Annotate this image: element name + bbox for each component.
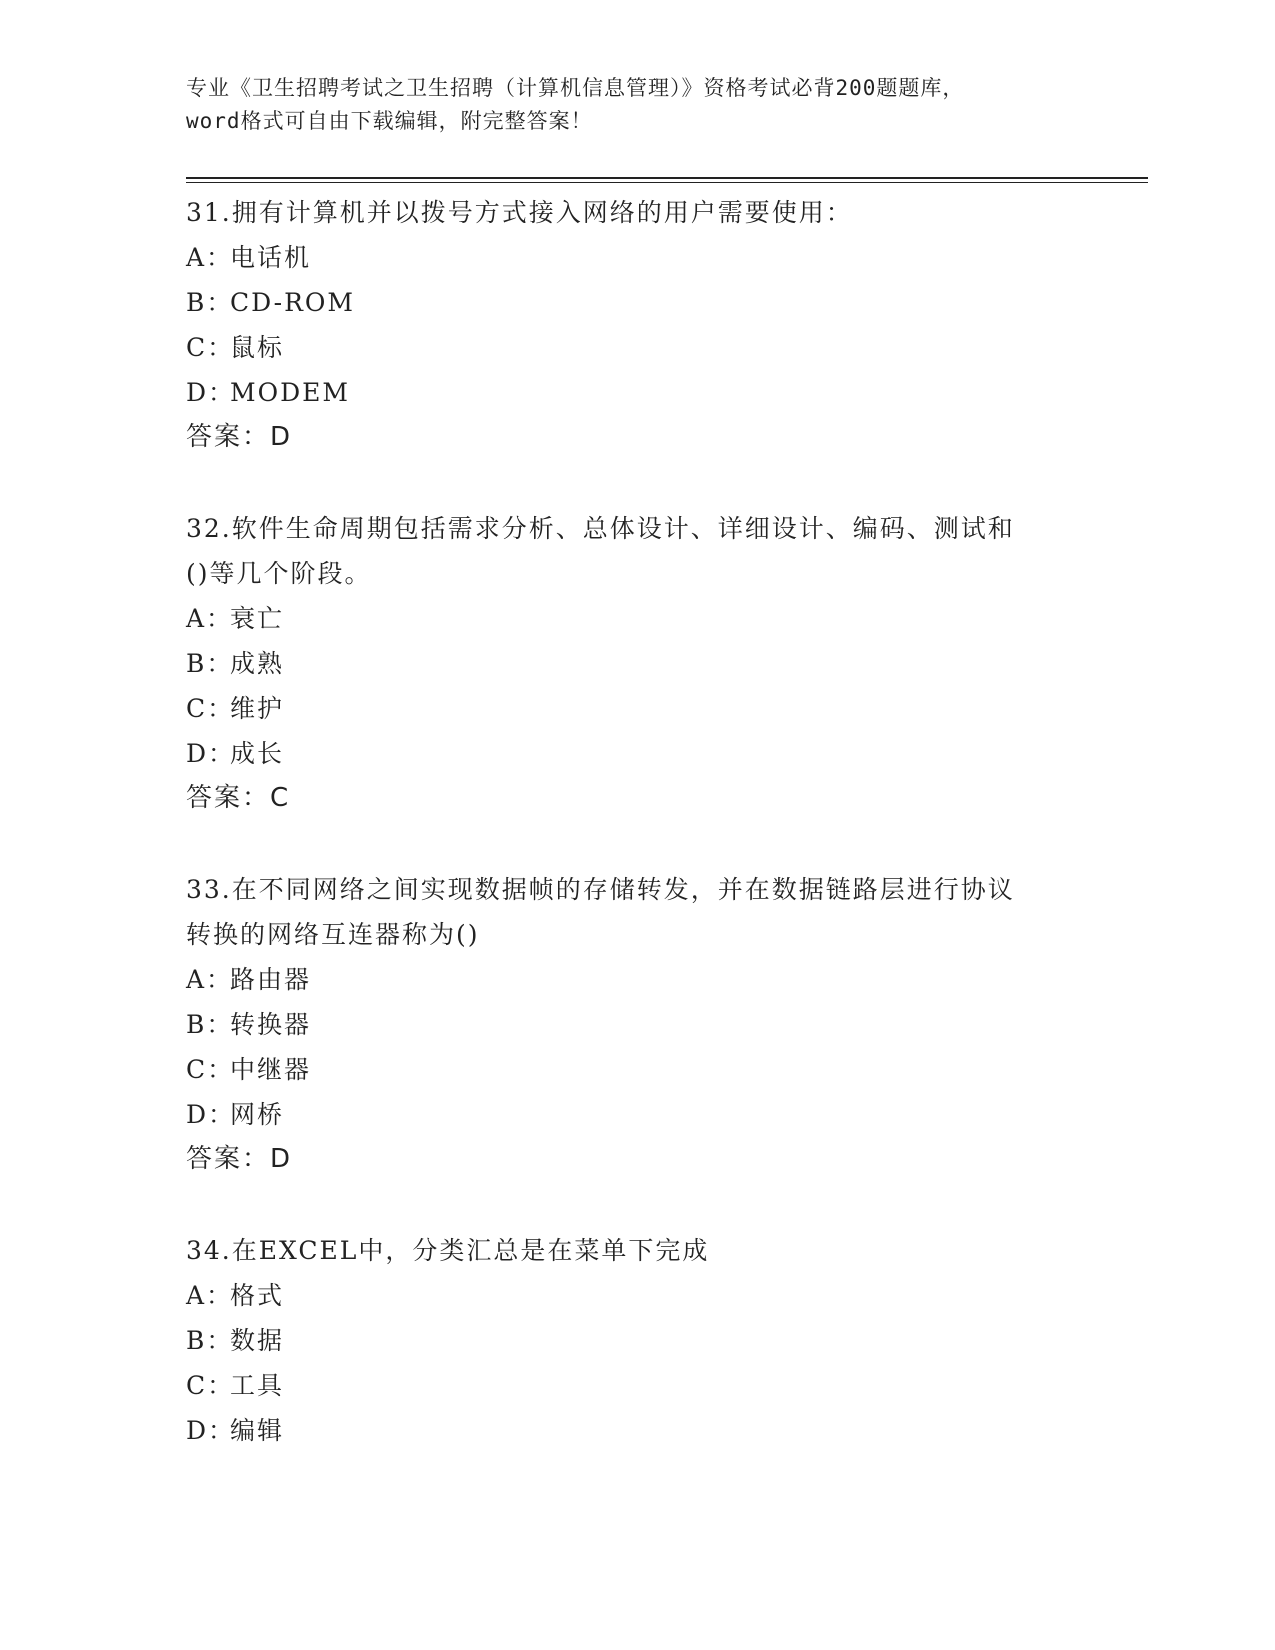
- header-divider-thick: [186, 177, 1148, 179]
- document-header: [186, 72, 1086, 138]
- option-text: 数据: [230, 1326, 285, 1355]
- option-text: MODEM: [230, 378, 350, 407]
- option-text: 成长: [230, 739, 285, 768]
- answer-option: [186, 235, 1086, 280]
- question-stem-line: ()等几个阶段。: [186, 559, 372, 588]
- option-key: D：: [186, 1416, 236, 1445]
- option-text: 维护: [230, 694, 285, 723]
- question-block: [186, 506, 1086, 821]
- answer-option: [186, 280, 1086, 325]
- option-key: B：: [186, 649, 234, 678]
- question-stem-line: 32.软件生命周期包括需求分析、总体设计、详细设计、编码、测试和: [186, 514, 1015, 543]
- option-key: B：: [186, 1010, 234, 1039]
- question-list: [186, 190, 1086, 1499]
- answer-option: [186, 957, 1086, 1002]
- option-key: A：: [186, 243, 234, 272]
- option-key: B：: [186, 1326, 234, 1355]
- option-text: 鼠标: [230, 333, 285, 362]
- option-key: D：: [186, 1100, 236, 1129]
- option-text: 转换器: [230, 1010, 312, 1039]
- question-block: [186, 190, 1086, 460]
- question-stem-line: 31.拥有计算机并以拨号方式接入网络的用户需要使用：: [186, 198, 853, 227]
- answer-option: [186, 370, 1086, 415]
- answer-option: [186, 1273, 1086, 1318]
- answer-option: [186, 641, 1086, 686]
- option-text: 中继器: [230, 1055, 312, 1084]
- answer-option: [186, 731, 1086, 776]
- header-line-1: 专业《卫生招聘考试之卫生招聘（计算机信息管理）》资格考试必背200题题库，: [186, 76, 965, 100]
- option-text: 衰亡: [230, 604, 285, 633]
- option-key: D：: [186, 378, 236, 407]
- option-key: A：: [186, 1281, 234, 1310]
- answer-option: [186, 686, 1086, 731]
- option-key: A：: [186, 604, 234, 633]
- option-key: B：: [186, 288, 234, 317]
- option-text: 网桥: [230, 1100, 285, 1129]
- option-key: C：: [186, 1055, 235, 1084]
- header-divider-thin: [186, 182, 1148, 183]
- header-line-2: word格式可自由下载编辑，附完整答案！: [186, 109, 593, 133]
- answer-option: [186, 325, 1086, 370]
- answer-key: 答案：D: [186, 1144, 293, 1174]
- option-key: C：: [186, 1371, 235, 1400]
- option-text: 成熟: [230, 649, 285, 678]
- answer-option: [186, 1092, 1086, 1137]
- answer-option: [186, 1002, 1086, 1047]
- option-text: CD-ROM: [230, 288, 356, 317]
- option-key: C：: [186, 333, 235, 362]
- option-text: 编辑: [230, 1416, 285, 1445]
- option-text: 工具: [230, 1371, 285, 1400]
- option-text: 路由器: [230, 965, 312, 994]
- option-text: 电话机: [230, 243, 312, 272]
- answer-option: [186, 1363, 1086, 1408]
- option-key: C：: [186, 694, 235, 723]
- answer-option: [186, 1047, 1086, 1092]
- answer-key: 答案：D: [186, 422, 293, 452]
- question-block: [186, 867, 1086, 1182]
- option-text: 格式: [230, 1281, 285, 1310]
- option-key: D：: [186, 739, 236, 768]
- answer-option: [186, 1318, 1086, 1363]
- option-key: A：: [186, 965, 234, 994]
- question-stem-line: 转换的网络互连器称为(): [186, 920, 480, 949]
- answer-option: [186, 596, 1086, 641]
- answer-option: [186, 1408, 1086, 1453]
- question-block: [186, 1228, 1086, 1453]
- answer-key: 答案：C: [186, 783, 291, 813]
- question-stem-line: 34.在EXCEL中，分类汇总是在菜单下完成: [186, 1236, 710, 1265]
- question-stem-line: 33.在不同网络之间实现数据帧的存储转发，并在数据链路层进行协议: [186, 875, 1015, 904]
